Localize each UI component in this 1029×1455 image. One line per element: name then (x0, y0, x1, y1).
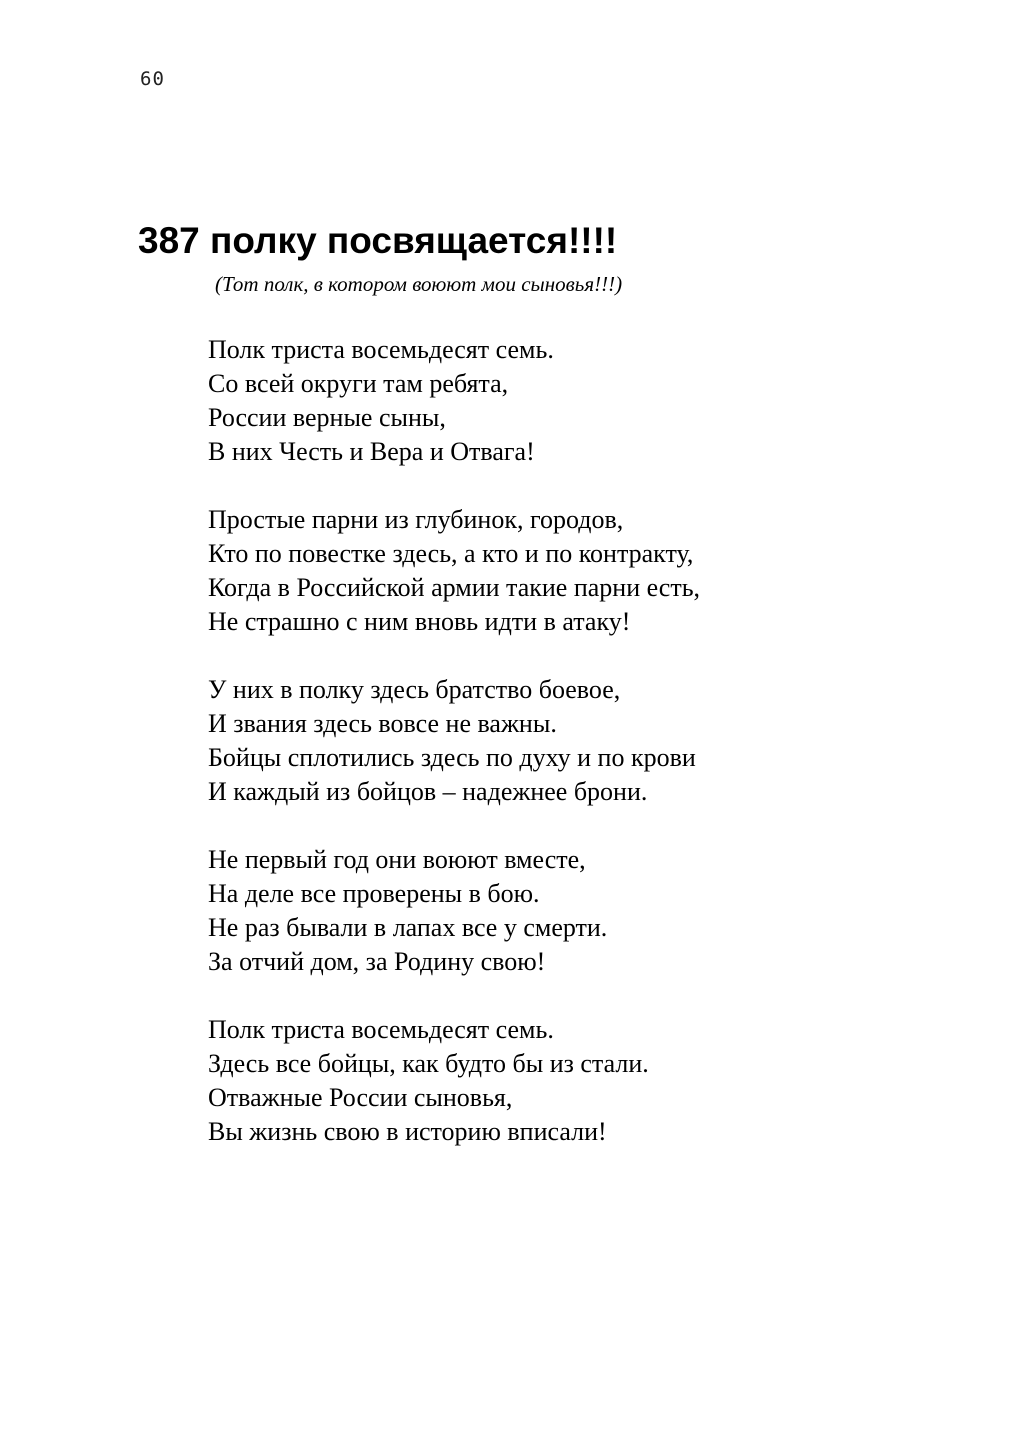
stanza (208, 1013, 700, 1149)
poem-line: Бойцы сплотились здесь по духу и по крови (208, 743, 696, 772)
poem-line: Со всей округи там ребята, (208, 369, 509, 398)
poem-line: Не раз бывали в лапах все у смерти. (208, 913, 608, 942)
poem-line: У них в полку здесь братство боевое, (208, 675, 621, 704)
poem-body (208, 333, 700, 1183)
poem-line: России верные сыны, (208, 403, 446, 432)
stanza (208, 333, 700, 469)
poem-title: 387 полку посвящается!!!! (138, 220, 618, 261)
poem-subtitle: (Тот полк, в котором воюют мои сыновья!!!) (215, 272, 623, 296)
stanza (208, 673, 700, 809)
poem-line: Вы жизнь свою в историю вписали! (208, 1117, 607, 1146)
poem-line: Полк триста восемьдесят семь. (208, 335, 554, 364)
poem-line: Простые парни из глубинок, городов, (208, 505, 624, 534)
poem-line: На деле все проверены в бою. (208, 879, 540, 908)
poem-line: Кто по повестке здесь, а кто и по контракту, (208, 539, 694, 568)
poem-line: И звания здесь вовсе не важны. (208, 709, 557, 738)
poem-line: За отчий дом, за Родину свою! (208, 947, 546, 976)
poem-line: Здесь все бойцы, как будто бы из стали. (208, 1049, 649, 1078)
stanza (208, 843, 700, 979)
page-number: 60 (140, 68, 165, 90)
poem-line: Когда в Российской армии такие парни есть, (208, 573, 701, 602)
poem-line: В них Честь и Вера и Отвага! (208, 437, 535, 466)
stanza (208, 503, 700, 639)
poem-line: Отважные России сыновья, (208, 1083, 513, 1112)
poem-line: Не первый год они воюют вместе, (208, 845, 586, 874)
poem-line: И каждый из бойцов – надежнее брони. (208, 777, 648, 806)
poem-line: Полк триста восемьдесят семь. (208, 1015, 554, 1044)
poem-line: Не страшно с ним вновь идти в атаку! (208, 607, 631, 636)
